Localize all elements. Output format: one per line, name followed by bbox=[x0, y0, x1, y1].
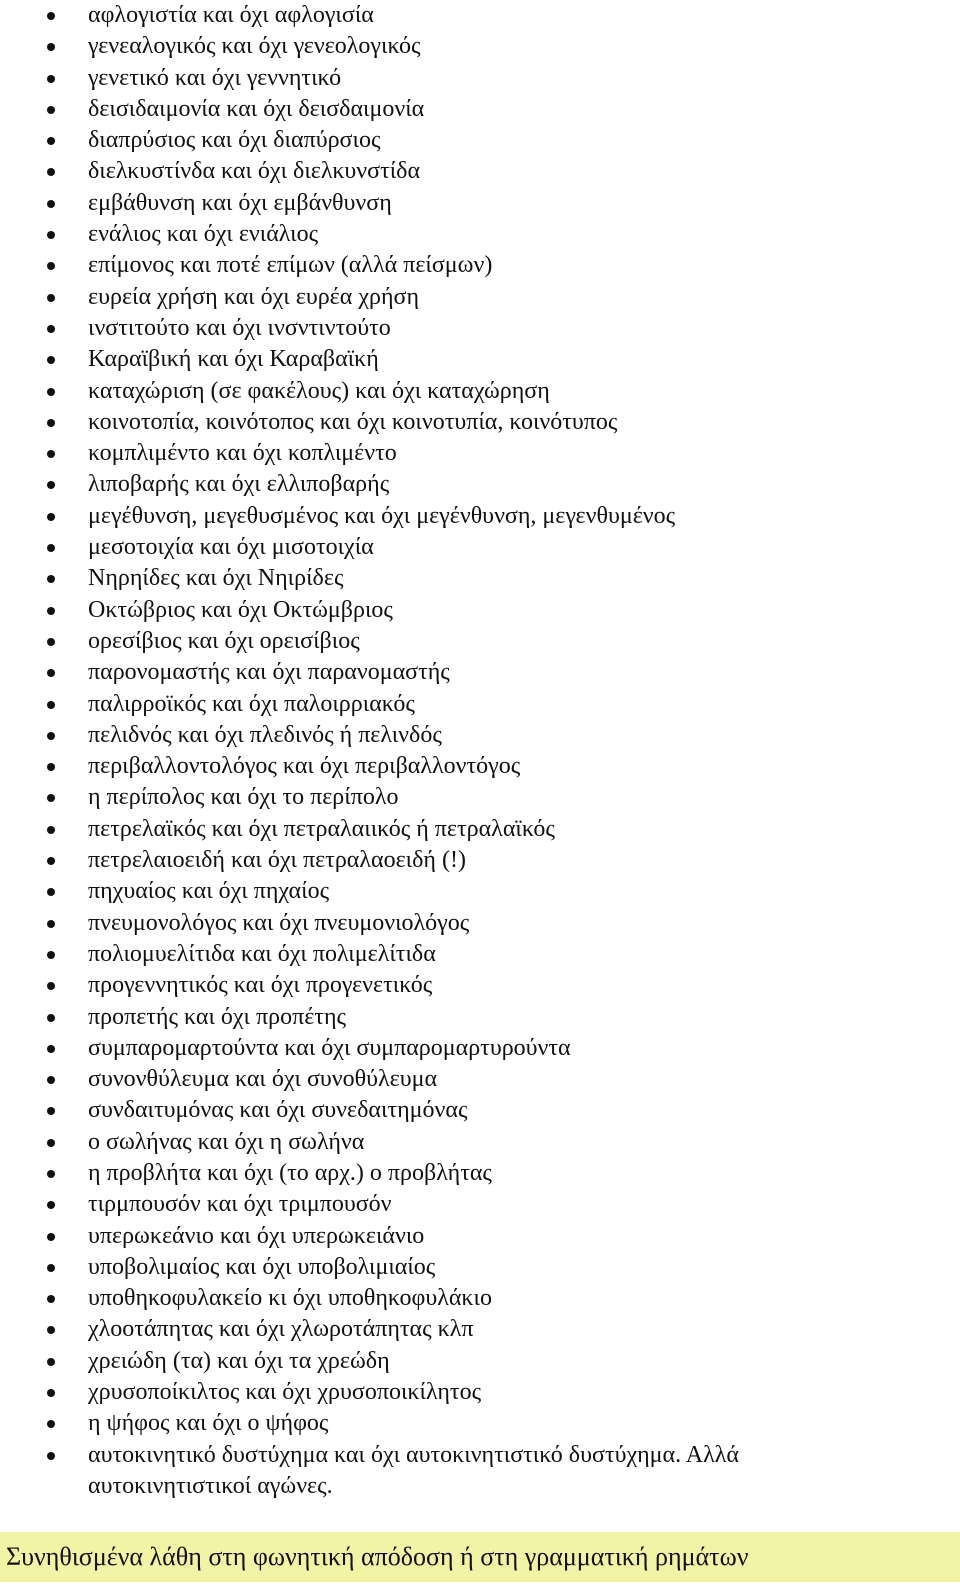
list-item-text: λιποβαρής και όχι ελλιποβαρής bbox=[88, 471, 390, 498]
bullet-icon bbox=[47, 450, 55, 458]
list-item-text: διαπρύσιος και όχι διαπύρσιος bbox=[88, 127, 381, 154]
list-item bbox=[0, 1095, 960, 1126]
list-item bbox=[0, 31, 960, 62]
list-item bbox=[0, 939, 960, 970]
list-item bbox=[0, 438, 960, 469]
list-item bbox=[0, 720, 960, 751]
list-item bbox=[0, 469, 960, 500]
list-item-text: εμβάθυνση και όχι εμβάνθυνση bbox=[88, 189, 392, 216]
list-item-text: περιβαλλοντολόγος και όχι περιβαλλοντόγος bbox=[88, 753, 521, 780]
bullet-icon bbox=[47, 1107, 55, 1115]
bullet-icon bbox=[47, 1264, 55, 1272]
list-item bbox=[0, 94, 960, 125]
list-item bbox=[0, 125, 960, 156]
bullet-icon bbox=[47, 1139, 55, 1147]
list-item bbox=[0, 156, 960, 187]
list-item-text: Νηρηίδες και όχι Νηιρίδες bbox=[88, 565, 344, 592]
list-item-text: δεισιδαιμονία και όχι δεισδαιμονία bbox=[88, 95, 425, 122]
list-item bbox=[0, 814, 960, 845]
list-item bbox=[0, 563, 960, 594]
list-item bbox=[0, 1189, 960, 1220]
bullet-icon bbox=[47, 481, 55, 489]
bullet-icon bbox=[47, 1326, 55, 1334]
list-item-text: γενεαλογικός και όχι γενεολογικός bbox=[88, 33, 421, 60]
list-item-text: τιρμπουσόν και όχι τριμπουσόν bbox=[88, 1191, 392, 1218]
list-item bbox=[0, 908, 960, 939]
bullet-icon bbox=[47, 1358, 55, 1366]
bullet-icon bbox=[47, 1233, 55, 1241]
list-item bbox=[0, 282, 960, 313]
list-item-text: συνδαιτυμόνας και όχι συνεδαιτημόνας bbox=[88, 1097, 468, 1124]
bullet-icon bbox=[47, 1076, 55, 1084]
bullet-icon bbox=[47, 1389, 55, 1397]
list-item-text: γενετικό και όχι γεννητικό bbox=[88, 64, 342, 91]
bullet-icon bbox=[47, 356, 55, 364]
bullet-icon bbox=[47, 544, 55, 552]
list-item-text: χρειώδη (τα) και όχι τα χρεώδη bbox=[88, 1347, 390, 1374]
list-item-text: πελιδνός και όχι πλεδινός ή πελινδός bbox=[88, 721, 442, 748]
bullet-icon bbox=[47, 1201, 55, 1209]
list-item-text: υπερωκεάνιο και όχι υπερωκειάνιο bbox=[88, 1222, 425, 1249]
list-item-text: η προβλήτα και όχι (το αρχ.) ο προβλήτας bbox=[88, 1159, 492, 1186]
list-item-text: πετρελαιοειδή και όχι πετραλαοειδή (!) bbox=[88, 847, 466, 874]
bullet-icon bbox=[47, 701, 55, 709]
list-item-text: αυτοκινητικό δυστύχημα και όχι αυτοκινητιστικό δυστύχημα. Αλλά αυτοκινητιστικοί αγώνες. bbox=[88, 1441, 739, 1499]
bullet-icon bbox=[47, 669, 55, 677]
list-item bbox=[0, 219, 960, 250]
list-item bbox=[0, 1314, 960, 1345]
list-item bbox=[0, 1440, 848, 1503]
list-item-text: παλιρροϊκός και όχι παλοιρριακός bbox=[88, 690, 415, 717]
bullet-icon bbox=[47, 106, 55, 114]
list-item-text: υποβολιμαίος και όχι υποβολιμιαίος bbox=[88, 1253, 436, 1280]
list-item bbox=[0, 657, 960, 688]
bullet-icon bbox=[47, 200, 55, 208]
list-item-text: επίμονος και ποτέ επίμων (αλλά πείσμων) bbox=[88, 252, 493, 279]
list-item-text: χρυσοποίκιλτος και όχι χρυσοποικίλητος bbox=[88, 1379, 482, 1406]
bullet-icon bbox=[47, 826, 55, 834]
list-item bbox=[0, 501, 960, 532]
list-item bbox=[0, 1346, 960, 1377]
bullet-icon bbox=[47, 794, 55, 802]
bullet-icon bbox=[47, 732, 55, 740]
list-item-text: αφλογιστία και όχι αφλογισία bbox=[88, 2, 374, 28]
list-item bbox=[0, 1064, 960, 1095]
bullet-icon bbox=[47, 262, 55, 270]
bullet-icon bbox=[47, 920, 55, 928]
list-item-text: χλοοτάπητας και όχι χλωροτάπητας κλπ bbox=[88, 1316, 474, 1343]
list-item bbox=[0, 1002, 960, 1033]
list-item bbox=[0, 876, 960, 907]
list-item bbox=[0, 0, 960, 31]
list-item-text: ινστιτούτο και όχι ινσντιντούτο bbox=[88, 314, 391, 341]
list-item bbox=[0, 626, 960, 657]
list-item bbox=[0, 63, 960, 94]
list-item bbox=[0, 845, 960, 876]
list-item bbox=[0, 689, 960, 720]
list-item-text: παρονομαστής και όχι παρανομαστής bbox=[88, 659, 450, 686]
list-item-text: ορεσίβιος και όχι ορεισίβιος bbox=[88, 627, 360, 654]
list-item bbox=[0, 1408, 960, 1439]
list-item-text: μεσοτοιχία και όχι μισοτοιχία bbox=[88, 534, 374, 561]
bullet-icon bbox=[47, 75, 55, 83]
list-item bbox=[0, 376, 960, 407]
list-item bbox=[0, 313, 960, 344]
list-item-text: συμπαρομαρτούντα και όχι συμπαρομαρτυρούντα bbox=[88, 1034, 571, 1061]
list-item-text: η ψήφος και όχι ο ψήφος bbox=[88, 1410, 329, 1437]
section-heading: Συνηθισμένα λάθη στη φωνητική απόδοση ή στη γραμματική ρημάτων bbox=[0, 1532, 960, 1582]
list-item-text: πετρελαϊκός και όχι πετραλαιικός ή πετραλαϊκός bbox=[88, 815, 555, 842]
list-item bbox=[0, 595, 960, 626]
bullet-icon bbox=[47, 231, 55, 239]
list-item bbox=[0, 751, 960, 782]
list-item bbox=[0, 782, 960, 813]
bullet-icon bbox=[47, 982, 55, 990]
bullet-icon bbox=[47, 1295, 55, 1303]
list-item-text: πνευμονολόγος και όχι πνευμονιολόγος bbox=[88, 909, 470, 936]
list-item bbox=[0, 188, 960, 219]
list-item-text: προπετής και όχι προπέτης bbox=[88, 1003, 346, 1030]
bullet-icon bbox=[47, 1045, 55, 1053]
bullet-icon bbox=[47, 607, 55, 615]
list-item-text: συνονθύλευμα και όχι συνοθύλευμα bbox=[88, 1066, 438, 1093]
list-item bbox=[0, 532, 960, 563]
list-item-text: ενάλιος και όχι ενιάλιος bbox=[88, 221, 319, 248]
list-item bbox=[0, 1252, 960, 1283]
list-item-text: μεγέθυνση, μεγεθυσμένος και όχι μεγένθυνση, μεγενθυμένος bbox=[88, 502, 676, 529]
list-item-text: καταχώριση (σε φακέλους) και όχι καταχώρηση bbox=[88, 377, 550, 404]
bullet-icon bbox=[47, 888, 55, 896]
list-item bbox=[0, 1221, 960, 1252]
bullet-icon bbox=[47, 763, 55, 771]
list-item bbox=[0, 407, 960, 438]
list-item-text: ο σωλήνας και όχι η σωλήνα bbox=[88, 1128, 365, 1155]
list-item bbox=[0, 970, 960, 1001]
list-item-text: η περίπολος και όχι το περίπολο bbox=[88, 784, 399, 811]
bullet-icon bbox=[47, 1170, 55, 1178]
bullet-icon bbox=[47, 325, 55, 333]
list-item-text: υποθηκοφυλακείο κι όχι υποθηκοφυλάκιο bbox=[88, 1285, 492, 1312]
bullet-icon bbox=[47, 1014, 55, 1022]
bullet-icon bbox=[47, 951, 55, 959]
list-item-text: προγεννητικός και όχι προγενετικός bbox=[88, 972, 433, 999]
bullet-icon bbox=[47, 575, 55, 583]
list-item bbox=[0, 1033, 960, 1064]
list-item-text: κομπλιμέντο και όχι κοπλιμέντο bbox=[88, 440, 397, 467]
list-item bbox=[0, 250, 960, 281]
list-item-text: Καραϊβική και όχι Καραβαϊκή bbox=[88, 346, 379, 373]
list-item bbox=[0, 344, 960, 375]
list-item-text: πολιομυελίτιδα και όχι πολιμελίτιδα bbox=[88, 940, 436, 967]
list-item-text: ευρεία χρήση και όχι ευρέα χρήση bbox=[88, 283, 419, 310]
list-item-text: κοινοτοπία, κοινότοπος και όχι κοινοτυπία, κοινότυπος bbox=[88, 408, 618, 435]
bullet-icon bbox=[47, 12, 55, 20]
list-item bbox=[0, 1283, 960, 1314]
bullet-icon bbox=[47, 857, 55, 865]
bullet-icon bbox=[47, 137, 55, 145]
bullet-icon bbox=[47, 168, 55, 176]
list-item-text: διελκυστίνδα και όχι διελκυνστίδα bbox=[88, 158, 421, 185]
list-item bbox=[0, 1377, 960, 1408]
bullet-icon bbox=[47, 294, 55, 302]
bullet-icon bbox=[47, 388, 55, 396]
bullet-icon bbox=[47, 1452, 55, 1460]
list-item bbox=[0, 1127, 960, 1158]
list-item bbox=[0, 1158, 960, 1189]
bullet-icon bbox=[47, 638, 55, 646]
bullet-icon bbox=[47, 419, 55, 427]
bullet-icon bbox=[47, 43, 55, 51]
bullet-icon bbox=[47, 513, 55, 521]
bullet-icon bbox=[47, 1420, 55, 1428]
list-item-text: πηχυαίος και όχι πηχαίος bbox=[88, 878, 330, 905]
list-item-text: Οκτώβριος και όχι Οκτώμβριος bbox=[88, 596, 393, 623]
